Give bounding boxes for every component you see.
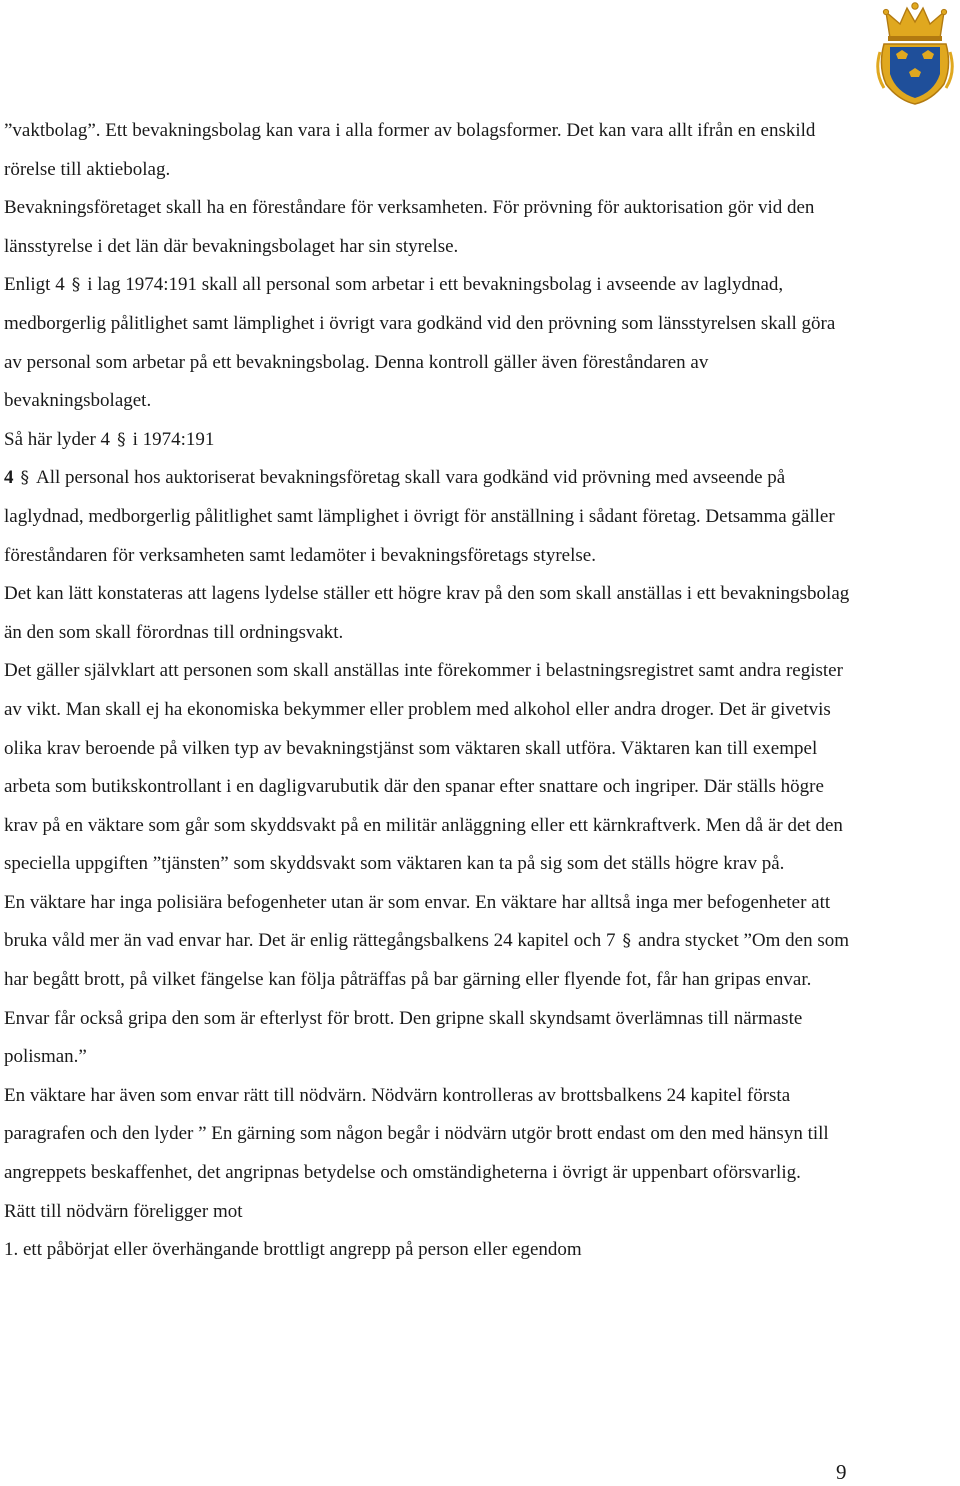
- paragraph-text: Enligt 4: [4, 274, 65, 296]
- paragraph: ”vaktbolag”. Ett bevakningsbolag kan vara i alla former av bolagsformer. Det kan vara allt ifrån en enskild rörelse till aktiebolag.: [4, 120, 816, 180]
- paragraph-text: andra stycket ”Om den som har begått brott, på vilket fängelse kan följa påträffas på bar gärning eller flyende fot, får han gripas envar. Envar får också gripa den som är efterlyst för brott. Den gripne skall skyndsamt överlämnas till närmaste polisman.”: [4, 930, 850, 1068]
- paragraph-text: i 1974:191: [132, 428, 215, 450]
- paragraph: Det gäller självklart att personen som skall anställas inte förekommer i belastningsregistret samt andra register av vikt. Man skall ej ha ekonomiska bekymmer eller problem med alkohol eller andra droger. Det är givetvis olika krav beroende på vilken typ av bevakningstjänst som väktaren skall utföra. Väktaren kan till exempel arbeta som butikskontrollant i en dagligvarubutik där den spanar efter snattare och ingriper. Där ställs högre krav på en väktare som går som skyddsvakt på en militär anläggning eller ett kärnkraftverk. Men då är det den speciella uppgiften ”tjänsten” som skyddsvakt som väktaren kan ta på sig som det ställs högre krav på.: [4, 660, 843, 875]
- swedish-police-crest-icon: [874, 2, 956, 106]
- paragraph: [4, 421, 854, 460]
- section-symbol: §: [117, 429, 126, 450]
- paragraph-text: i lag 1974:191 skall all personal som arbetar i ett bevakningsbolag i avseende av laglydnad, medborgerlig pålitlighet samt lämplighet i övrigt vara godkänd vid den prövning som länsstyrelsen skall göra av personal som arbetar på ett bevakningsbolag. Denna kontroll gäller även föreståndaren av bevakningsbolaget.: [4, 274, 836, 412]
- document-body: [4, 112, 854, 1270]
- paragraph: [4, 459, 854, 575]
- paragraph-text: Så här lyder 4: [4, 428, 111, 450]
- section-symbol: §: [20, 468, 29, 489]
- paragraph: Det kan lätt konstateras att lagens lydelse ställer ett högre krav på den som skall anställas i ett bevakningsbolag än den som skall förordnas till ordningsvakt.: [4, 583, 850, 643]
- section-number: 4: [4, 467, 14, 489]
- paragraph: Rätt till nödvärn föreligger mot: [4, 1200, 243, 1222]
- paragraph: En väktare har även som envar rätt till nödvärn. Nödvärn kontrolleras av brottsbalkens 24 kapitel första paragrafen och den lyder ” En gärning som någon begår i nödvärn utgör brott endast om den med hänsyn till angreppets beskaffenhet, det angripnas betydelse och omständigheterna i övrigt är uppenbart oförsvarlig.: [4, 1084, 829, 1184]
- paragraph: Bevakningsföretaget skall ha en föreståndare för verksamheten. För prövning för auktorisation gör vid den länsstyrelse i det län där bevakningsbolaget har sin styrelse.: [4, 197, 815, 257]
- paragraph: [4, 266, 854, 420]
- paragraph: [4, 884, 854, 1077]
- paragraph-text: All personal hos auktoriserat bevakningsföretag skall vara godkänd vid prövning med avseende på laglydnad, medborgerlig pålitlighet samt lämplighet i övrigt för anställning i sådant företag. Detsamma gäller föreståndaren för verksamheten samt ledamöter i bevakningsföretags styrelse.: [4, 467, 835, 566]
- section-symbol: §: [622, 931, 631, 952]
- section-symbol: §: [71, 275, 81, 296]
- paragraph-text: En väktare har inga polisiära befogenheter utan är som envar. En väktare har alltså inga mer befogenheter att bruka våld mer än vad envar har. Det är enlig rättegångsbalkens 24 kapitel och 7: [4, 891, 831, 952]
- page-number: 9: [836, 1460, 847, 1484]
- paragraph: 1. ett påbörjat eller överhängande brottligt angrepp på person eller egendom: [4, 1239, 582, 1261]
